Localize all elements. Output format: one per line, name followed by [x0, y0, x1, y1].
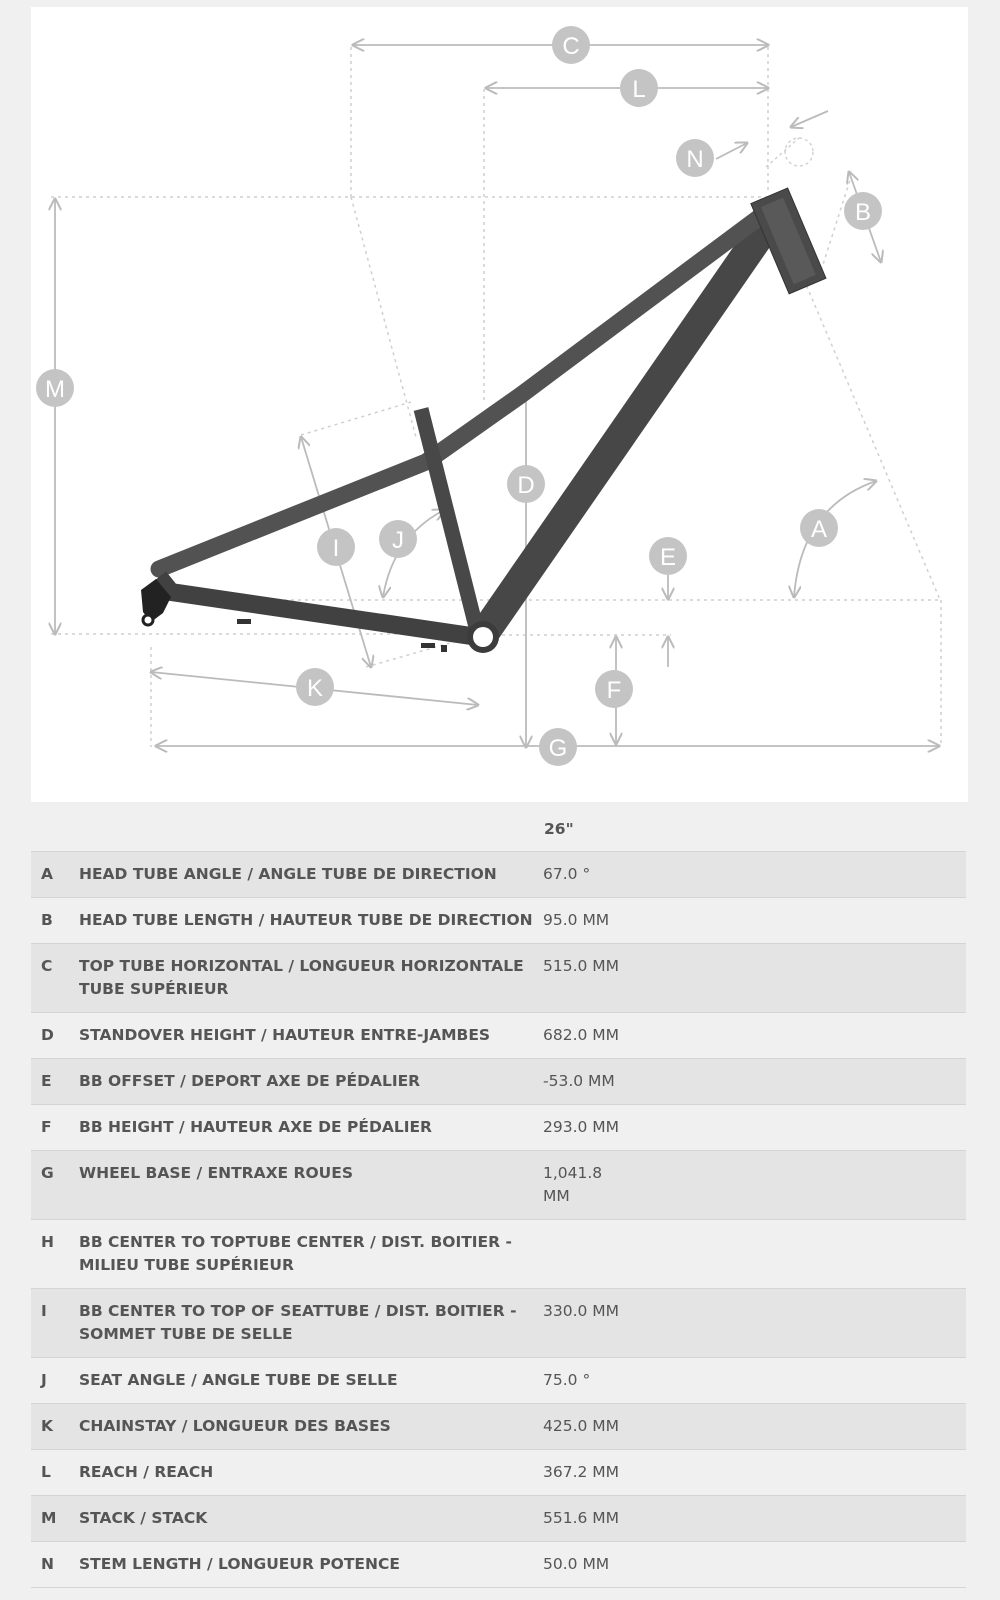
- row-value: 515.0 MM: [543, 944, 624, 1013]
- svg-text:E: E: [659, 544, 677, 571]
- table-row: [31, 1013, 966, 1059]
- svg-text:B: B: [854, 199, 872, 226]
- row-label: WHEEL BASE / ENTRAXE ROUES: [78, 1151, 543, 1220]
- row-value: 293.0 MM: [543, 1105, 624, 1151]
- table-row: [31, 1289, 966, 1358]
- table-row: [31, 944, 966, 1013]
- marker-a: [800, 509, 838, 547]
- svg-text:L: L: [632, 76, 646, 103]
- svg-text:A: A: [810, 516, 828, 543]
- marker-c: [552, 26, 590, 64]
- marker-l: [620, 69, 658, 107]
- svg-text:F: F: [606, 677, 622, 704]
- row-value: 682.0 MM: [543, 1013, 624, 1059]
- marker-e: [649, 537, 687, 575]
- row-label: HEAD TUBE ANGLE / ANGLE TUBE DE DIRECTION: [78, 852, 543, 898]
- table-row: [31, 1220, 966, 1289]
- row-value: 67.0 °: [543, 852, 624, 898]
- table-row: [31, 1358, 966, 1404]
- svg-text:M: M: [45, 376, 65, 403]
- geometry-table: [31, 808, 966, 1588]
- table-row: [31, 1542, 966, 1588]
- row-label: BB HEIGHT / HAUTEUR AXE DE PÉDALIER: [78, 1105, 543, 1151]
- marker-k: [296, 668, 334, 706]
- row-letter: I: [31, 1289, 78, 1358]
- geometry-diagram: [31, 7, 968, 802]
- row-letter: J: [31, 1358, 78, 1404]
- svg-text:D: D: [517, 472, 535, 499]
- table-row: [31, 1105, 966, 1151]
- svg-text:K: K: [306, 675, 324, 702]
- row-label: BB CENTER TO TOP OF SEATTUBE / DIST. BOITIER - SOMMET TUBE DE SELLE: [78, 1289, 543, 1358]
- marker-d: [507, 465, 545, 503]
- row-letter: E: [31, 1059, 78, 1105]
- marker-m: [36, 369, 74, 407]
- row-letter: H: [31, 1220, 78, 1289]
- svg-text:I: I: [332, 535, 340, 562]
- table-row: [31, 852, 966, 898]
- table-row: [31, 1496, 966, 1542]
- table-row: [31, 898, 966, 944]
- row-letter: K: [31, 1404, 78, 1450]
- row-value: [543, 1220, 624, 1289]
- row-letter: L: [31, 1450, 78, 1496]
- row-label: STANDOVER HEIGHT / HAUTEUR ENTRE-JAMBES: [78, 1013, 543, 1059]
- row-label: BB CENTER TO TOPTUBE CENTER / DIST. BOITIER - MILIEU TUBE SUPÉRIEUR: [78, 1220, 543, 1289]
- svg-text:C: C: [562, 33, 580, 60]
- row-value: 50.0 MM: [543, 1542, 624, 1588]
- frame-geometry-svg: [31, 7, 968, 802]
- row-value: -53.0 MM: [543, 1059, 624, 1105]
- size-header: 26": [543, 808, 966, 852]
- marker-j: [379, 520, 417, 558]
- row-label: TOP TUBE HORIZONTAL / LONGUEUR HORIZONTALE TUBE SUPÉRIEUR: [78, 944, 543, 1013]
- row-label: BB OFFSET / DEPORT AXE DE PÉDALIER: [78, 1059, 543, 1105]
- row-letter: M: [31, 1496, 78, 1542]
- row-value: 551.6 MM: [543, 1496, 624, 1542]
- row-value: 330.0 MM: [543, 1289, 624, 1358]
- row-value: 425.0 MM: [543, 1404, 624, 1450]
- table-row: [31, 1059, 966, 1105]
- row-letter: C: [31, 944, 78, 1013]
- table-row: [31, 1151, 966, 1220]
- row-letter: B: [31, 898, 78, 944]
- row-letter: F: [31, 1105, 78, 1151]
- row-letter: N: [31, 1542, 78, 1588]
- marker-g: [539, 728, 577, 766]
- marker-f: [595, 670, 633, 708]
- row-label: HEAD TUBE LENGTH / HAUTEUR TUBE DE DIRECTION: [78, 898, 543, 944]
- row-label: CHAINSTAY / LONGUEUR DES BASES: [78, 1404, 543, 1450]
- table-row: [31, 1404, 966, 1450]
- row-value: 1,041.8 MM: [543, 1151, 624, 1220]
- row-letter: D: [31, 1013, 78, 1059]
- svg-text:J: J: [392, 527, 404, 554]
- table-row: [31, 1450, 966, 1496]
- row-label: STEM LENGTH / LONGUEUR POTENCE: [78, 1542, 543, 1588]
- svg-text:N: N: [686, 146, 704, 173]
- row-label: REACH / REACH: [78, 1450, 543, 1496]
- row-value: 75.0 °: [543, 1358, 624, 1404]
- row-letter: A: [31, 852, 78, 898]
- row-label: STACK / STACK: [78, 1496, 543, 1542]
- marker-b: [844, 192, 882, 230]
- row-value: 95.0 MM: [543, 898, 624, 944]
- stem-outline: [766, 138, 813, 167]
- row-letter: G: [31, 1151, 78, 1220]
- marker-i: [317, 528, 355, 566]
- row-value: 367.2 MM: [543, 1450, 624, 1496]
- row-label: SEAT ANGLE / ANGLE TUBE DE SELLE: [78, 1358, 543, 1404]
- svg-text:G: G: [548, 735, 568, 762]
- marker-n: [676, 139, 714, 177]
- table-header-row: [31, 808, 966, 852]
